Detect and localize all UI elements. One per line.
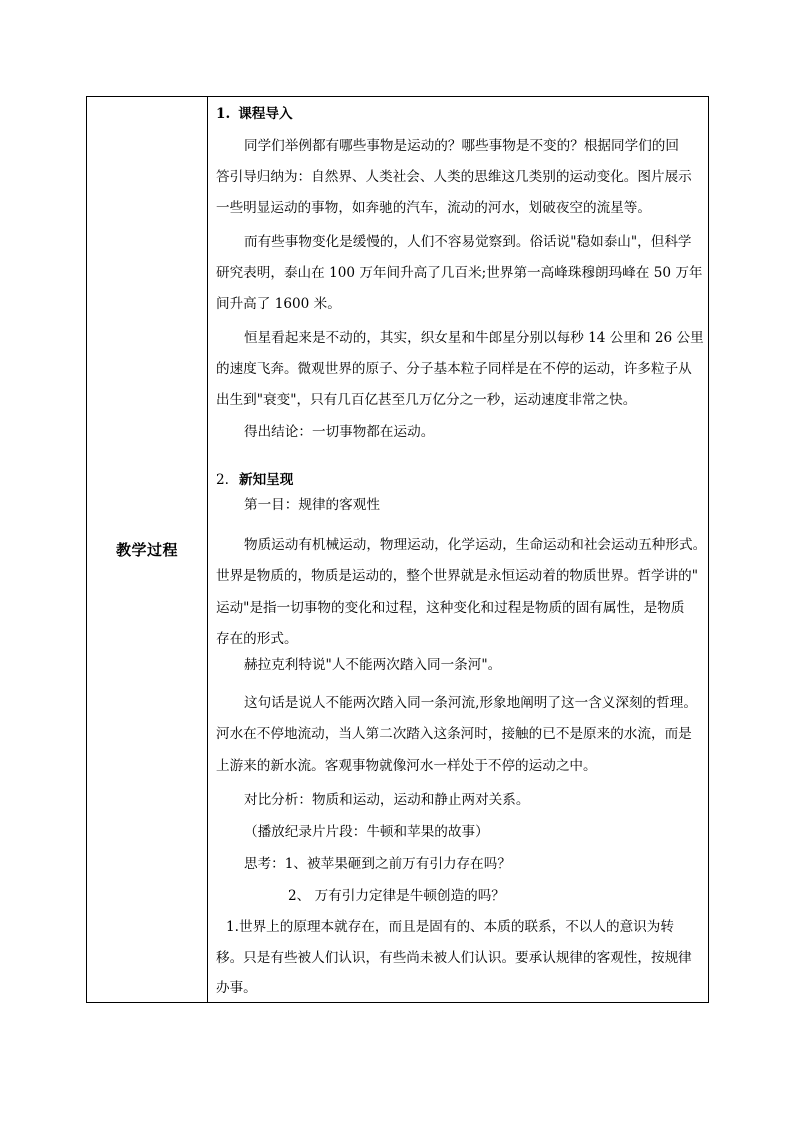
section2-line: 对比分析：物质和运动，运动和静止两对关系。 [244,792,530,808]
section1-line: 而有些事物变化是缓慢的，人们不容易觉察到。俗话说"稳如泰山"，但科学 [244,234,692,250]
section2-title: 新知呈现 [238,472,294,488]
section1-heading [216,99,708,130]
section2-line: 1.世界上的原理本就存在，而且是固有的、本质的联系，不以人的意识为转 [226,919,674,935]
section2-line: 河水在不停地流动，当人第二次踏入这条河时，接触的已不是原来的水流，而是 [216,726,692,742]
section1-line: 答引导归纳为：自然界、人类社会、人类的思维这几类别的运动变化。图片展示 [216,169,692,185]
section1-line: 出生到"衰变"，只有几百亿甚至几万亿分之一秒，运动速度非常之快。 [216,392,637,408]
lesson-plan-table [86,96,709,1003]
row-label-cell [87,97,208,1003]
section2-line: 物质运动有机械运动，物理运动，化学运动，生命运动和社会运动五种形式。 [244,537,707,553]
section1-line: 同学们举例都有哪些事物是运动的？哪些事物是不变的？根据同学们的回 [244,138,679,154]
section1-title: 课程导入 [238,106,293,122]
row-label-teaching-process: 教学过程 [115,541,178,559]
section1-line: 研究表明，泰山在 100 万年间升高了几百米;世界第一高峰珠穆朗玛峰在 50 万年 [216,265,703,281]
section1-line: 的速度飞奔。微观世界的原子、分子基本粒子同样是在不停的运动，许多粒子从 [216,361,692,377]
content-body [208,97,708,1002]
section2-line: 这句话是说人不能两次踏入同一条河流,形象地阐明了这一含义深刻的哲理。 [244,695,697,711]
section2-question: 2、 万有引力定律是牛顿创造的吗？ [288,888,505,904]
section1-line: 间升高了 1600 米。 [216,296,341,312]
section2-line: 移。只是有些被人们认识，有些尚未被人们认识。要承认规律的客观性，按规律 [216,950,692,966]
section1-line: 恒星看起来是不动的，其实，织女星和牛郎星分别以每秒 14 公里和 26 公里 [244,330,704,346]
section2-line: 世界是物质的，物质是运动的，整个世界就是永恒运动着的物质世界。哲学讲的" [216,568,699,584]
section1-conclusion: 得出结论：一切事物都在运动。 [244,424,435,440]
section2-line: 办事。 [216,980,257,996]
section2-subheading: 第一目：规律的客观性 [244,497,380,513]
section1-line: 一些明显运动的事物，如奔驰的汽车，流动的河水，划破夜空的流星等。 [216,200,651,216]
section2-line: 运动"是指一切事物的变化和过程，这种变化和过程是物质的固有属性，是物质 [216,600,685,616]
section2-number: 2. [216,472,229,488]
content-cell [208,97,709,1003]
section2-line: 上游来的新水流。客观事物就像河水一样处于不停的运动之中。 [216,758,597,774]
section2-line: （播放纪录片片段：牛顿和苹果的故事） [244,824,489,840]
section2-quote: 赫拉克利特说"人不能两次踏入同一条河"。 [244,657,502,673]
section2-question: 思考：1、被苹果砸到之前万有引力存在吗？ [244,856,511,872]
section2-line: 存在的形式。 [216,631,298,647]
section1-number: 1. [216,106,231,122]
